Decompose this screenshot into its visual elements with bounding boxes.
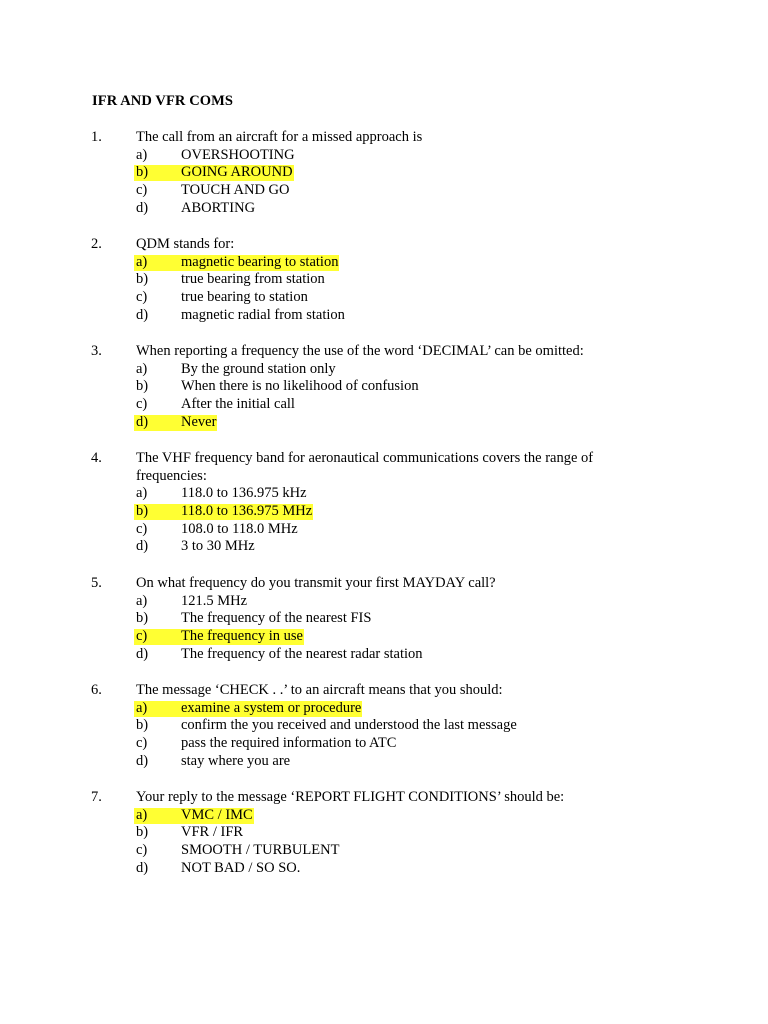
option-text: The frequency of the nearest FIS (181, 610, 372, 627)
option-text: OVERSHOOTING (181, 146, 295, 163)
question-number: 6. (91, 682, 102, 698)
option-letter: d) (136, 413, 149, 430)
answer-option-a (0, 807, 768, 825)
option-text: magnetic bearing to station (181, 253, 339, 270)
option-letter: d) (136, 645, 149, 662)
option-letter: a) (136, 592, 148, 609)
answer-option-c (0, 396, 768, 414)
option-letter: b) (136, 824, 149, 841)
question-4 (0, 450, 768, 556)
answer-option-a (0, 485, 768, 503)
option-letter: a) (136, 146, 148, 163)
question-text: On what frequency do you transmit your first MAYDAY call? (136, 575, 496, 591)
option-letter: b) (136, 503, 149, 520)
option-letter: a) (136, 806, 148, 823)
answer-option-a (0, 147, 768, 165)
answer-option-b (0, 824, 768, 842)
option-text: SMOOTH / TURBULENT (181, 842, 340, 859)
answer-option-b (0, 271, 768, 289)
option-letter: b) (136, 610, 149, 627)
question-5 (0, 575, 768, 663)
answer-option-a (0, 700, 768, 718)
option-text: 121.5 MHz (181, 592, 248, 609)
answer-option-d (0, 860, 768, 878)
question-text: QDM stands for: (136, 236, 235, 252)
option-text: VFR / IFR (181, 824, 244, 841)
question-6 (0, 682, 768, 770)
option-letter: d) (136, 752, 149, 769)
question-7 (0, 789, 768, 877)
answer-option-a (0, 361, 768, 379)
option-text: The frequency in use (181, 628, 303, 645)
answer-option-b (0, 503, 768, 521)
answer-option-d (0, 414, 768, 432)
answer-option-c (0, 735, 768, 753)
option-letter: c) (136, 735, 148, 752)
option-text: When there is no likelihood of confusion (181, 378, 419, 395)
option-letter: d) (136, 859, 149, 876)
answer-option-b (0, 610, 768, 628)
answer-option-d (0, 200, 768, 218)
question-text: When reporting a frequency the use of the word ‘DECIMAL’ can be omitted: (136, 343, 584, 359)
question-number: 1. (91, 129, 102, 145)
option-letter: a) (136, 253, 148, 270)
option-text: 108.0 to 118.0 MHz (181, 520, 298, 537)
question-text: Your reply to the message ‘REPORT FLIGHT CONDITIONS’ should be: (136, 789, 565, 805)
answer-option-b (0, 717, 768, 735)
option-text: true bearing to station (181, 289, 308, 306)
answer-option-c (0, 289, 768, 307)
question-number: 7. (91, 789, 102, 805)
answer-option-c (0, 521, 768, 539)
option-text: 3 to 30 MHz (181, 538, 255, 555)
answer-option-c (0, 842, 768, 860)
option-text: VMC / IMC (181, 806, 253, 823)
question-number: 3. (91, 343, 102, 359)
answer-option-d (0, 307, 768, 325)
question-text-continued: frequencies: (136, 467, 207, 484)
option-letter: c) (136, 396, 148, 413)
option-letter: a) (136, 360, 148, 377)
option-letter: d) (136, 306, 149, 323)
answer-option-d (0, 753, 768, 771)
option-text: NOT BAD / SO SO. (181, 859, 301, 876)
question-text: The VHF frequency band for aeronautical communications covers the range of (136, 450, 594, 466)
option-text: examine a system or procedure (181, 699, 362, 716)
question-number: 5. (91, 575, 102, 591)
option-text: pass the required information to ATC (181, 735, 397, 752)
option-text: magnetic radial from station (181, 306, 345, 323)
option-text: GOING AROUND (181, 164, 293, 181)
answer-option-d (0, 646, 768, 664)
answer-option-a (0, 254, 768, 272)
option-letter: a) (136, 485, 148, 502)
option-text: ABORTING (181, 199, 256, 216)
option-letter: b) (136, 164, 149, 181)
option-letter: c) (136, 520, 148, 537)
answer-option-a (0, 593, 768, 611)
answer-option-b (0, 378, 768, 396)
option-text: 118.0 to 136.975 kHz (181, 485, 307, 502)
question-1 (0, 129, 768, 217)
option-letter: a) (136, 699, 148, 716)
question-text: The call from an aircraft for a missed approach is (136, 129, 423, 145)
question-number: 2. (91, 236, 102, 252)
option-text: By the ground station only (181, 360, 336, 377)
option-letter: b) (136, 271, 149, 288)
question-number: 4. (91, 450, 102, 466)
option-letter: d) (136, 199, 149, 216)
option-text: The frequency of the nearest radar station (181, 645, 423, 662)
option-text: Never (181, 413, 217, 430)
question-2 (0, 236, 768, 324)
option-text: TOUCH AND GO (181, 182, 290, 199)
option-letter: b) (136, 378, 149, 395)
option-letter: c) (136, 289, 148, 306)
option-text: stay where you are (181, 752, 291, 769)
question-3 (0, 343, 768, 431)
question-text: The message ‘CHECK . .’ to an aircraft means that you should: (136, 682, 503, 698)
answer-option-d (0, 538, 768, 556)
option-letter: b) (136, 717, 149, 734)
document-title: IFR AND VFR COMS (92, 93, 234, 109)
option-text: true bearing from station (181, 271, 325, 288)
option-text: confirm the you received and understood the last message (181, 717, 517, 734)
option-letter: c) (136, 842, 148, 859)
option-text: After the initial call (181, 396, 295, 413)
option-text: 118.0 to 136.975 MHz (181, 503, 313, 520)
option-letter: c) (136, 628, 148, 645)
answer-option-c (0, 628, 768, 646)
option-letter: c) (136, 182, 148, 199)
answer-option-b (0, 164, 768, 182)
option-letter: d) (136, 538, 149, 555)
answer-option-c (0, 182, 768, 200)
